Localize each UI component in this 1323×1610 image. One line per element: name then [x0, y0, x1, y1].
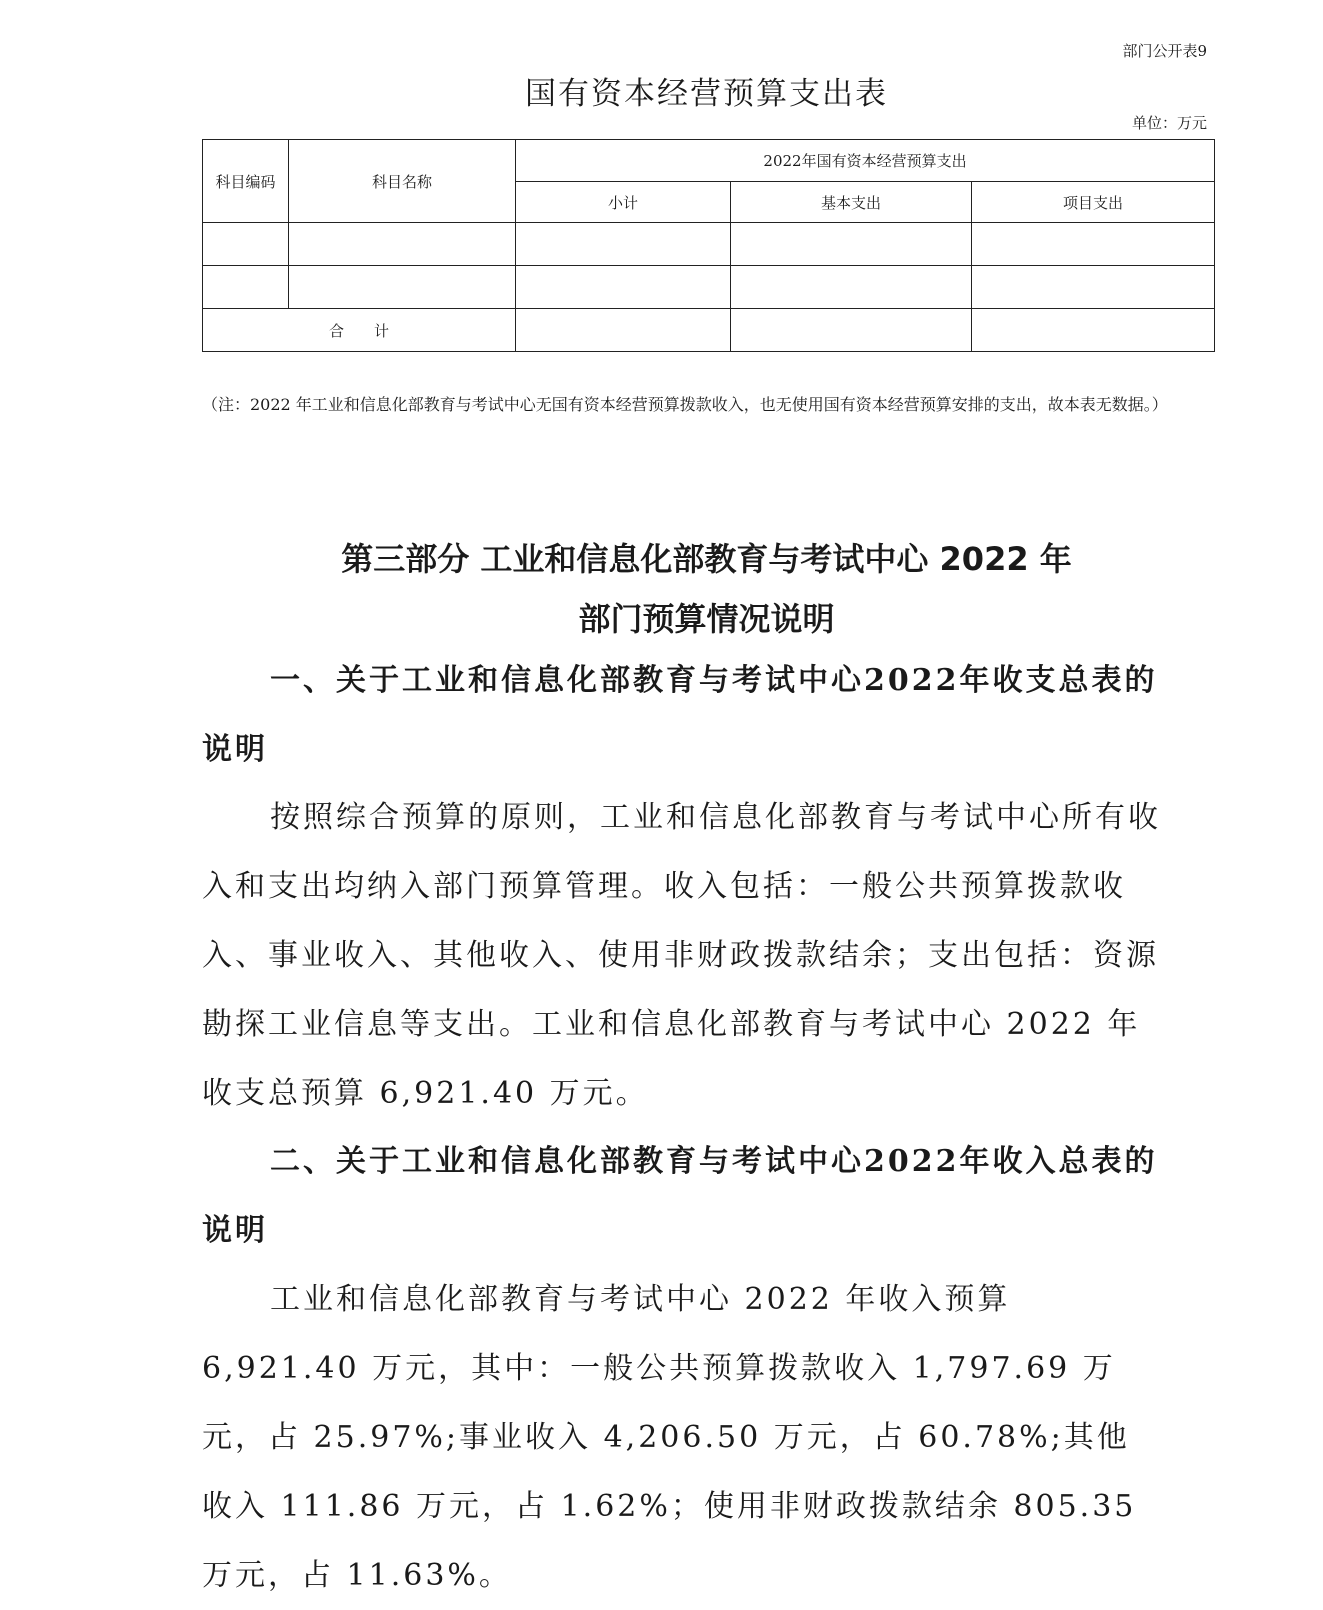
header-subject-code: 科目编码: [203, 140, 289, 223]
table-cell: [972, 266, 1215, 309]
section2-heading: 二、关于工业和信息化部教育与考试中心2022年收入总表的说明: [202, 1144, 1158, 1248]
table-cell: [972, 309, 1215, 352]
table-cell: [516, 266, 731, 309]
table-cell: [516, 309, 731, 352]
section1-paragraph: 按照综合预算的原则，工业和信息化部教育与考试中心所有收入和支出均纳入部门预算管理。收入包括：一般公共预算拨款收入、事业收入、其他收入、使用非财政拨款结余；支出包括：资源勘探工业信息等支出。工业和信息化部教育与考试中心 2022 年收支总预算 6,921.40 万元。: [202, 800, 1161, 1111]
table-cell: [731, 309, 972, 352]
part-title-line2: 部门预算情况说明: [578, 600, 835, 638]
table-cell: [516, 223, 731, 266]
total-row: [203, 309, 1215, 352]
table-cell: [972, 223, 1215, 266]
table-cell: [289, 223, 516, 266]
table-cell: [731, 266, 972, 309]
table-cell: [203, 223, 289, 266]
unit-label: 单位：万元: [1131, 114, 1207, 132]
table-code: 部门公开表9: [1122, 42, 1207, 60]
header-project-expenditure: 项目支出: [972, 182, 1215, 223]
table-cell: [289, 266, 516, 309]
table-note: （注：2022 年工业和信息化部教育与考试中心无国有资本经营预算拨款收入，也无使用国有资本经营预算安排的支出，故本表无数据。）: [202, 395, 1168, 414]
header-expenditure-group: 2022年国有资本经营预算支出: [516, 140, 1215, 182]
part-title-line1: 第三部分 工业和信息化部教育与考试中心 2022 年: [341, 540, 1072, 578]
budget-table: [202, 139, 1215, 352]
table-cell: [203, 266, 289, 309]
table-row: [203, 223, 1215, 266]
table-row: [203, 266, 1215, 309]
table-title: 国有资本经营预算支出表: [525, 76, 888, 112]
section2-paragraph: 工业和信息化部教育与考试中心 2022 年收入预算 6,921.40 万元，其中：一般公共预算拨款收入 1,797.69 万元，占 25.97%;事业收入 4,206.50 万元，占 60.78%;其他收入 111.86 万元，占 1.62%；使用非财政拨款结余 805.35 万元，占 11.63%。: [202, 1282, 1137, 1593]
header-basic-expenditure: 基本支出: [731, 182, 972, 223]
header-subject-name: 科目名称: [289, 140, 516, 223]
header-subtotal: 小计: [516, 182, 731, 223]
total-label: 合 计: [203, 309, 516, 352]
table-cell: [731, 223, 972, 266]
section1-heading: 一、关于工业和信息化部教育与考试中心2022年收支总表的说明: [202, 663, 1158, 767]
